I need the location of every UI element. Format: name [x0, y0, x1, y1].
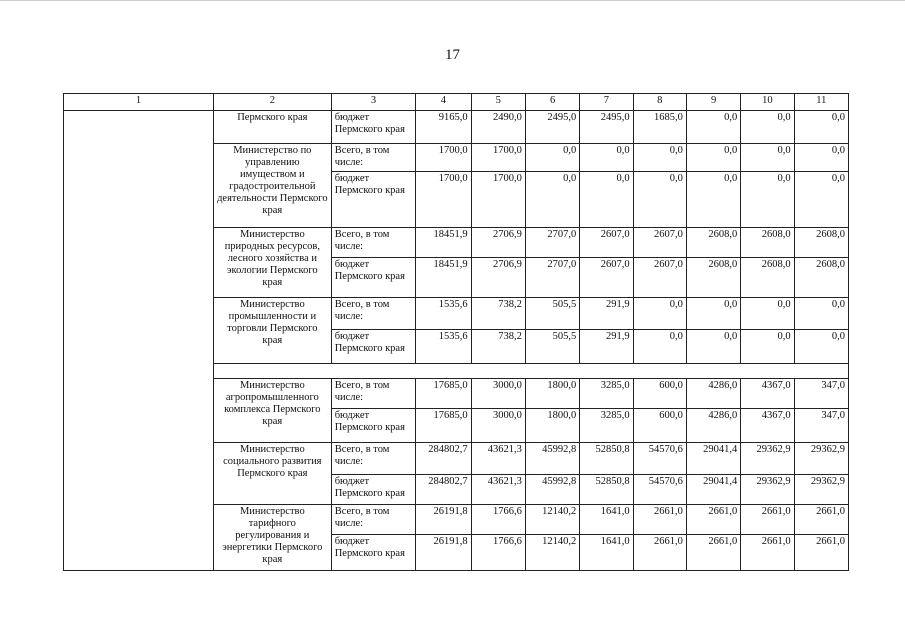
executor-cell: Пермского края	[213, 111, 331, 144]
spacer-cell	[213, 364, 848, 379]
value-cell: 2608,0	[686, 228, 740, 258]
value-cell: 1685,0	[633, 111, 686, 144]
value-cell: 3000,0	[471, 409, 525, 443]
value-cell: 18451,9	[416, 228, 471, 258]
ministry-name: Министерство агропромышленного комплекса Пермского края	[213, 379, 331, 443]
header-cell: 2	[213, 94, 331, 111]
value-cell: 1700,0	[471, 144, 525, 172]
value-cell: 2661,0	[794, 535, 848, 571]
value-cell: 9165,0	[416, 111, 471, 144]
source-line: бюджет	[334, 476, 370, 487]
source-line: Всего, в том	[334, 299, 390, 310]
page-number: 17	[445, 47, 460, 63]
source-cell	[331, 330, 416, 364]
page-top-edge	[0, 0, 905, 7]
ministry-name: Министерство тарифного регулирования и энергетики Пермского края	[213, 505, 331, 571]
value-cell: 4367,0	[741, 409, 794, 443]
value-cell: 291,9	[580, 330, 633, 364]
header-cell: 6	[525, 94, 579, 111]
ministry-name: Министерство социального развития Пермского края	[213, 443, 331, 505]
header-cell: 10	[741, 94, 794, 111]
source-line: бюджет	[334, 173, 370, 184]
value-cell: 0,0	[741, 330, 794, 364]
value-cell: 29041,4	[686, 443, 740, 475]
source-cell	[331, 443, 416, 475]
value-cell: 600,0	[633, 379, 686, 409]
source-line: Пермского края	[334, 422, 405, 433]
value-cell: 2661,0	[741, 505, 794, 535]
value-cell: 347,0	[794, 379, 848, 409]
value-cell: 0,0	[686, 330, 740, 364]
source-line: Всего, в том	[334, 380, 390, 391]
value-cell: 1700,0	[416, 144, 471, 172]
value-cell: 45992,8	[525, 443, 579, 475]
source-line: Пермского края	[334, 488, 405, 499]
value-cell: 45992,8	[525, 475, 579, 505]
value-cell: 0,0	[686, 111, 740, 144]
value-cell: 2607,0	[633, 228, 686, 258]
value-cell: 2607,0	[633, 258, 686, 298]
value-cell: 2608,0	[794, 228, 848, 258]
value-cell: 2661,0	[794, 505, 848, 535]
value-cell: 2661,0	[633, 505, 686, 535]
value-cell: 54570,6	[633, 475, 686, 505]
empty-first-column	[64, 111, 214, 571]
header-cell: 9	[686, 94, 740, 111]
value-cell: 1700,0	[471, 172, 525, 228]
value-cell: 0,0	[525, 172, 579, 228]
header-cell: 4	[416, 94, 471, 111]
continued-row	[64, 111, 849, 144]
value-cell: 0,0	[794, 172, 848, 228]
value-cell: 4286,0	[686, 379, 740, 409]
source-cell	[331, 298, 416, 330]
value-cell: 43621,3	[471, 443, 525, 475]
value-cell: 1535,6	[416, 330, 471, 364]
value-cell: 600,0	[633, 409, 686, 443]
source-cell	[331, 172, 416, 228]
value-cell: 2661,0	[741, 535, 794, 571]
source-cell	[331, 228, 416, 258]
value-cell: 2607,0	[580, 228, 633, 258]
value-cell: 284802,7	[416, 443, 471, 475]
source-line: Всего, в том	[334, 506, 390, 517]
source-line: числе:	[334, 157, 364, 168]
value-cell: 29362,9	[794, 443, 848, 475]
value-cell: 0,0	[686, 172, 740, 228]
column-number-header	[64, 94, 849, 111]
value-cell: 18451,9	[416, 258, 471, 298]
value-cell: 1700,0	[416, 172, 471, 228]
source-line: бюджет	[334, 410, 370, 421]
value-cell: 4286,0	[686, 409, 740, 443]
value-cell: 1641,0	[580, 505, 633, 535]
value-cell: 26191,8	[416, 505, 471, 535]
value-cell: 1800,0	[525, 409, 579, 443]
source-line: числе:	[334, 241, 364, 252]
source-cell	[331, 144, 416, 172]
header-cell: 8	[633, 94, 686, 111]
value-cell: 4367,0	[741, 379, 794, 409]
value-cell: 52850,8	[580, 443, 633, 475]
value-cell: 1766,6	[471, 505, 525, 535]
value-cell: 0,0	[633, 330, 686, 364]
value-cell: 17685,0	[416, 409, 471, 443]
source-line: числе:	[334, 392, 364, 403]
value-cell: 52850,8	[580, 475, 633, 505]
value-cell: 2661,0	[633, 535, 686, 571]
value-cell: 3000,0	[471, 379, 525, 409]
value-cell: 1535,6	[416, 298, 471, 330]
value-cell: 2608,0	[794, 258, 848, 298]
value-cell: 284802,7	[416, 475, 471, 505]
value-cell: 738,2	[471, 330, 525, 364]
value-cell: 2706,9	[471, 228, 525, 258]
source-line: бюджет	[334, 259, 370, 270]
value-cell: 0,0	[741, 111, 794, 144]
value-cell: 0,0	[633, 298, 686, 330]
value-cell: 0,0	[686, 298, 740, 330]
value-cell: 2707,0	[525, 228, 579, 258]
source-line: числе:	[334, 518, 364, 529]
source-line: Пермского края	[334, 343, 405, 354]
value-cell: 0,0	[525, 144, 579, 172]
header-cell: 1	[64, 94, 214, 111]
source-line: Пермского края	[334, 548, 405, 559]
value-cell: 0,0	[686, 144, 740, 172]
source-line: бюджет	[334, 536, 370, 547]
value-cell: 505,5	[525, 330, 579, 364]
source-line: числе:	[334, 311, 364, 322]
source-line: Пермского края	[334, 271, 405, 282]
value-cell: 29041,4	[686, 475, 740, 505]
source-cell	[331, 379, 416, 409]
source-line: бюджет	[334, 331, 370, 342]
source-line: Всего, в том	[334, 229, 390, 240]
ministry-name: Министерство промышленности и торговли Пермского края	[213, 298, 331, 364]
value-cell: 29362,9	[741, 443, 794, 475]
header-cell: 11	[794, 94, 848, 111]
header-cell: 5	[471, 94, 525, 111]
value-cell: 347,0	[794, 409, 848, 443]
value-cell: 12140,2	[525, 505, 579, 535]
value-cell: 2608,0	[741, 258, 794, 298]
value-cell: 0,0	[794, 330, 848, 364]
value-cell: 738,2	[471, 298, 525, 330]
value-cell: 54570,6	[633, 443, 686, 475]
value-cell: 2608,0	[686, 258, 740, 298]
value-cell: 2495,0	[580, 111, 633, 144]
value-cell: 0,0	[741, 298, 794, 330]
value-cell: 2706,9	[471, 258, 525, 298]
value-cell: 0,0	[633, 172, 686, 228]
source-cell	[331, 258, 416, 298]
source-line: Пермского края	[334, 124, 405, 135]
value-cell: 0,0	[794, 144, 848, 172]
source-cell	[331, 409, 416, 443]
value-cell: 2707,0	[525, 258, 579, 298]
value-cell: 43621,3	[471, 475, 525, 505]
value-cell: 26191,8	[416, 535, 471, 571]
value-cell: 1800,0	[525, 379, 579, 409]
value-cell: 3285,0	[580, 379, 633, 409]
value-cell: 29362,9	[794, 475, 848, 505]
program-funding-table	[63, 93, 849, 571]
value-cell: 12140,2	[525, 535, 579, 571]
value-cell: 0,0	[580, 172, 633, 228]
source-cell	[331, 505, 416, 535]
value-cell: 2495,0	[525, 111, 579, 144]
source-cell	[331, 475, 416, 505]
source-cell	[331, 111, 416, 144]
source-cell	[331, 535, 416, 571]
value-cell: 17685,0	[416, 379, 471, 409]
value-cell: 0,0	[741, 144, 794, 172]
value-cell: 0,0	[794, 111, 848, 144]
value-cell: 2608,0	[741, 228, 794, 258]
value-cell: 2607,0	[580, 258, 633, 298]
value-cell: 0,0	[794, 298, 848, 330]
source-line: бюджет	[334, 112, 370, 123]
value-cell: 505,5	[525, 298, 579, 330]
ministry-name: Министерство природных ресурсов, лесного хозяйства и экологии Пермского края	[213, 228, 331, 298]
header-cell: 7	[580, 94, 633, 111]
source-line: числе:	[334, 456, 364, 467]
value-cell: 291,9	[580, 298, 633, 330]
source-line: Всего, в том	[334, 444, 390, 455]
value-cell: 0,0	[633, 144, 686, 172]
ministry-name: Министерство по управлению имуществом и градостроительной деятельности Пермского края	[213, 144, 331, 228]
value-cell: 1641,0	[580, 535, 633, 571]
value-cell: 29362,9	[741, 475, 794, 505]
source-line: Пермского края	[334, 185, 405, 196]
value-cell: 2661,0	[686, 535, 740, 571]
value-cell: 1766,6	[471, 535, 525, 571]
value-cell: 2490,0	[471, 111, 525, 144]
source-line: Всего, в том	[334, 145, 390, 156]
value-cell: 0,0	[741, 172, 794, 228]
value-cell: 3285,0	[580, 409, 633, 443]
value-cell: 2661,0	[686, 505, 740, 535]
value-cell: 0,0	[580, 144, 633, 172]
header-cell: 3	[331, 94, 416, 111]
